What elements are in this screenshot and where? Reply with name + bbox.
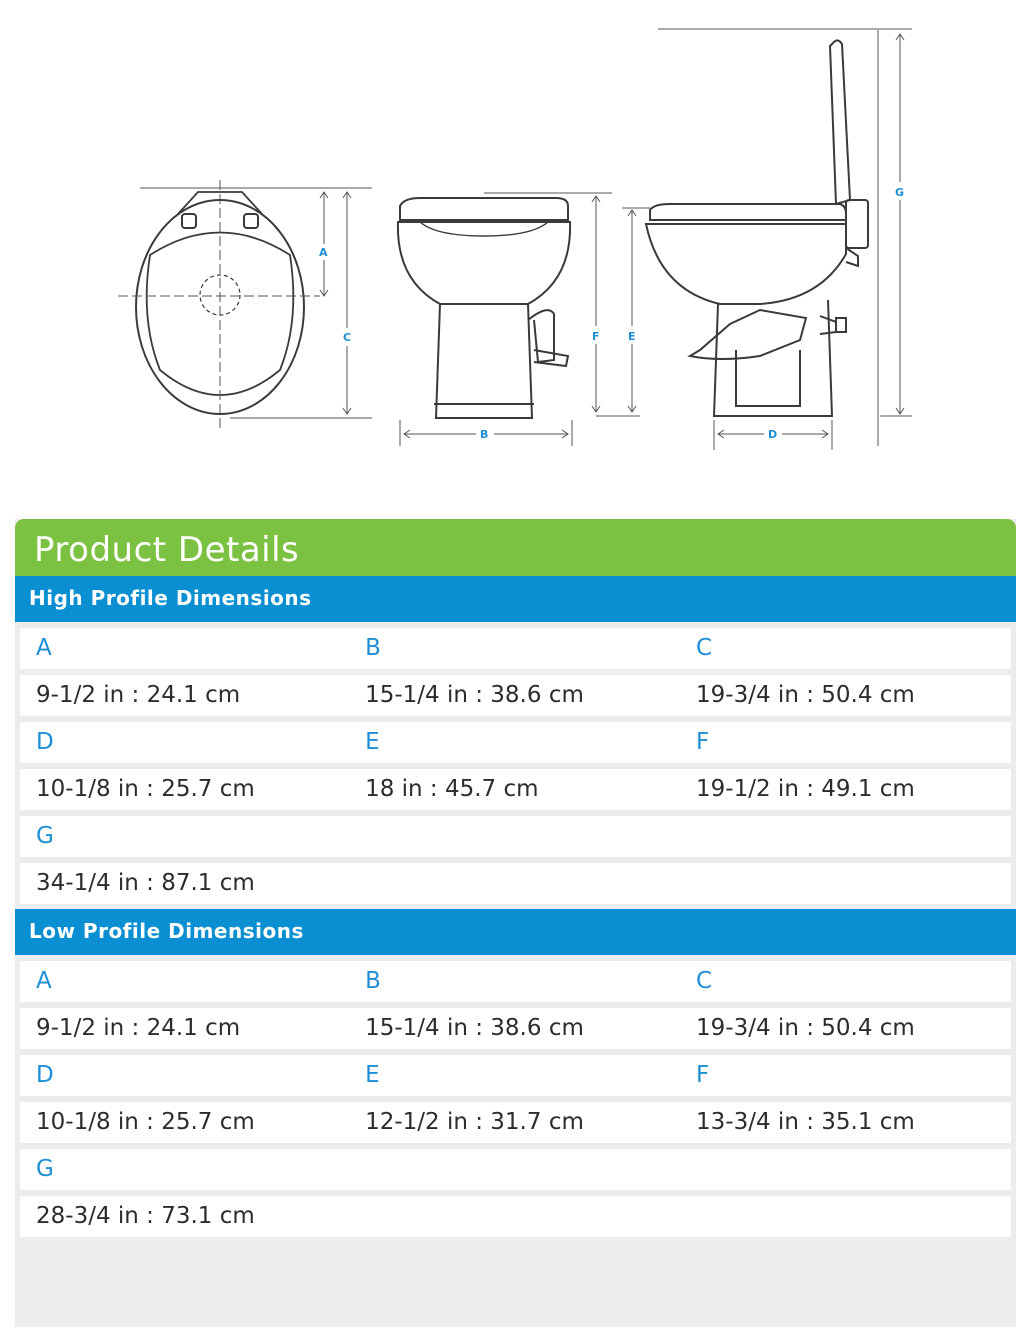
- section-heading-text: High Profile Dimensions: [29, 586, 312, 610]
- product-details-panel: [15, 519, 1016, 1327]
- dimension-value: [680, 1196, 1011, 1237]
- front-view: [398, 198, 570, 418]
- dimension-label: [680, 816, 1011, 857]
- dimension-label: F: [696, 729, 710, 755]
- dimension-value: 18 in : 45.7 cm: [365, 776, 539, 802]
- dimension-f-label: F: [592, 330, 600, 343]
- value-row: [20, 769, 1011, 810]
- value-row: [20, 675, 1011, 716]
- value-row: [20, 863, 1011, 904]
- section-heading: [15, 576, 1016, 622]
- dimension-e-label: E: [628, 330, 636, 343]
- label-row: [20, 1149, 1011, 1190]
- toilet-dimension-diagram: [0, 0, 1030, 470]
- dimension-label: E: [365, 1062, 380, 1088]
- dimension-value: 19-1/2 in : 49.1 cm: [696, 776, 915, 802]
- label-row: [20, 722, 1011, 763]
- dimension-label: [349, 816, 680, 857]
- dimension-c-label: C: [343, 331, 352, 344]
- label-row: [20, 1055, 1011, 1096]
- dimension-label: C: [696, 635, 713, 661]
- dimension-label: D: [36, 729, 54, 755]
- dimension-value: 34-1/4 in : 87.1 cm: [36, 870, 255, 896]
- dimension-value: [680, 863, 1011, 904]
- dimension-label: F: [696, 1062, 710, 1088]
- dimension-label: [680, 1149, 1011, 1190]
- dimension-d-label: D: [768, 428, 778, 441]
- dimension-g-label: G: [895, 186, 905, 199]
- side-view: [646, 40, 868, 416]
- dimension-a-label: A: [319, 246, 328, 259]
- dimension-label: G: [36, 823, 54, 849]
- dimension-label: E: [365, 729, 380, 755]
- dimension-value: 10-1/8 in : 25.7 cm: [36, 1109, 255, 1135]
- dimension-value: 28-3/4 in : 73.1 cm: [36, 1203, 255, 1229]
- dimension-value: [349, 1196, 680, 1237]
- dimension-label: C: [696, 968, 713, 994]
- dimension-value: 9-1/2 in : 24.1 cm: [36, 682, 241, 708]
- dimension-value: 19-3/4 in : 50.4 cm: [696, 1015, 915, 1041]
- dimension-value: 15-1/4 in : 38.6 cm: [365, 682, 584, 708]
- dimension-value: 19-3/4 in : 50.4 cm: [696, 682, 915, 708]
- label-row: [20, 816, 1011, 857]
- dimension-label: [349, 1149, 680, 1190]
- dimension-label: G: [36, 1156, 54, 1182]
- value-row: [20, 1196, 1011, 1237]
- label-row: [20, 961, 1011, 1002]
- dimension-b-label: B: [480, 428, 489, 441]
- section-heading-text: Low Profile Dimensions: [29, 919, 304, 943]
- dimension-label: B: [365, 635, 381, 661]
- section-heading: [15, 909, 1016, 955]
- dimension-value: 13-3/4 in : 35.1 cm: [696, 1109, 915, 1135]
- dimension-label: A: [36, 968, 52, 994]
- low-profile-section: [15, 909, 1016, 1242]
- product-details-title: Product Details: [34, 530, 300, 570]
- high-profile-section: [15, 576, 1016, 909]
- dimension-value: 9-1/2 in : 24.1 cm: [36, 1015, 241, 1041]
- dimension-value: 12-1/2 in : 31.7 cm: [365, 1109, 584, 1135]
- dimension-label: A: [36, 635, 52, 661]
- value-row: [20, 1008, 1011, 1049]
- dimension-value: 15-1/4 in : 38.6 cm: [365, 1015, 584, 1041]
- label-row: [20, 628, 1011, 669]
- dimension-value: [349, 863, 680, 904]
- dimension-label: B: [365, 968, 381, 994]
- value-row: [20, 1102, 1011, 1143]
- dimension-value: 10-1/8 in : 25.7 cm: [36, 776, 255, 802]
- product-details-header: [15, 519, 1016, 576]
- dimension-label: D: [36, 1062, 54, 1088]
